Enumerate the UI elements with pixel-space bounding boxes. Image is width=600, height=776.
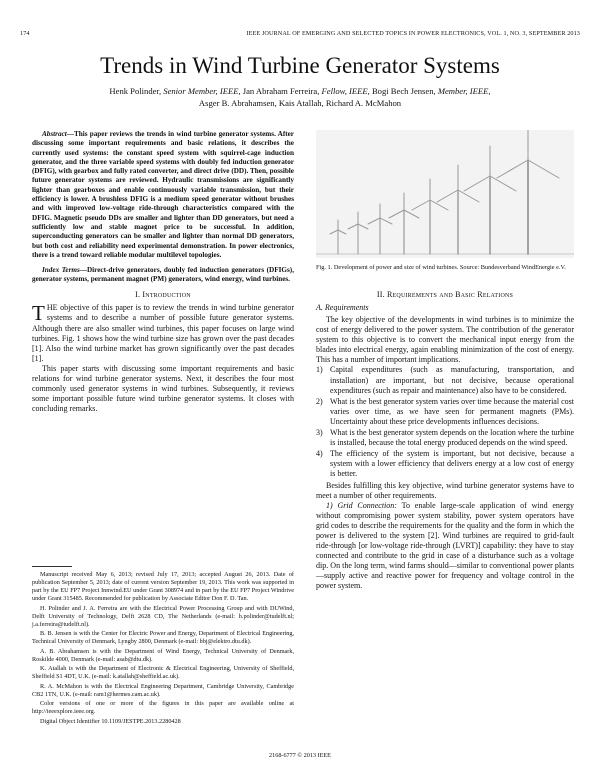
figure-caption: Fig. 1. Development of power and size of wind turbines. Source: Bundesverband WindEnergie e.V. [316, 264, 566, 271]
running-header [20, 30, 580, 40]
abstract: Abstract—This paper reviews the trends in wind turbine generator systems. After discussing some important requirements and basic relations, it describes the currently used systems: the constant speed system with squirrel-cage induction generator, and the three variable speed systems with doubly fed induction generator (DFIG), with gearbox and fully rated converter, and direct drive (DD). Then, possible future generator systems are reviewed. Hydraulic transmissions are significantly lighter than gearboxes and enable continuously variable transmission, but their efficiency is lower. A brushless DFIG is a medium speed generator without brushes and with improved low-voltage ride-through characteristics compared with the DFIG. Magnetic pseudo DDs are smaller and lighter than DD generators, but need a sufficiently low and stable magnet price to be successful. In addition, superconducting generators can be smaller and lighter than normal DD generators, but both cost and reliability need experimental demonstration. In power electronics, there is a trend toward reliable modular multilevel topologies. [32, 130, 294, 259]
intro-paragraph-2: This paper starts with discussing some important requirements and basic relations for wind turbine generator systems. Next, it describes the four most commonly used generator systems in wind turbines. Subsequently, it reviews some important possible future wind turbine generator systems. It closes with concluding remarks. [32, 363, 294, 414]
index-terms-label: Index Terms [42, 266, 80, 275]
section-heading-requirements: II. Requirements and Basic Relations [376, 290, 514, 299]
footnote-rule [32, 566, 72, 567]
grid-connection-paragraph [316, 501, 574, 592]
implications-list [316, 365, 574, 479]
author-name: Kais Atallah [278, 97, 322, 108]
author-role: Member, IEEE [437, 86, 489, 96]
list-item: 2) What is the best generator system varies over time because the material cost varies over time, as we have seen for permanent magnets (PMs). Uncertainty about these price developments influences decisions. [316, 396, 574, 426]
author-role: Fellow, IEEE [321, 86, 368, 96]
index-terms-text: Direct-drive generators, doubly fed induction generators (DFIGs), generator systems, permanent magnet (PM) generators, wind energy, wind turbines. [32, 266, 294, 284]
subsection-heading-requirements: A. Requirements [316, 303, 369, 312]
right-column [316, 285, 574, 592]
abstract-text: This paper reviews the trends in wind turbine generator systems. After discussing some important requirements and basic relations, it describes the currently used systems: the constant speed system with squirrel-cage induction generator, and the three variable speed systems with doubly fed induction generator (DFIG), with gearbox and fully rated converter, and direct drive (DD). Then, possible future generator systems are reviewed. Hydraulic transmissions are significantly lighter than gearboxes and enable continuously variable transmission, but their efficiency is lower. A brushless DFIG is a medium speed generator without brushes and with improved low-voltage ride-through characteristics compared with the DFIG. Magnetic pseudo DDs are smaller and lighter than DD generators, but need a sufficiently low and stable magnet price to be successful. In addition, superconducting generators can be smaller and lighter than normal DD generators, but both cost and reliability need experimental demonstration. In power electronics, there is a trend toward reliable modular multilevel topologies. [32, 130, 294, 259]
intro-paragraph-1 [32, 303, 294, 364]
author-name: Bogi Bech Jensen [371, 86, 434, 96]
index-terms: Index Terms—Direct-drive generators, doubly fed induction generators (DFIGs), generator systems, permanent magnet (PM) generators, wind energy, wind turbines. [32, 266, 294, 284]
footnote-affiliation: B. B. Jensen is with the Center for Electric Power and Energy, Department of Electrical Engineering, Technical University of Denmark, Lyngby 2800, Denmark (e-mail: bbj@elektro.dtu.dk). [32, 630, 294, 645]
requirements-paragraph-2: Besides fulfilling this key objective, wind turbine generator systems have to meet a number of other requirements. [316, 480, 574, 500]
footnote-affiliation: H. Polinder and J. A. Ferreira are with the Electrical Power Processing Group and with DUWind, Delft University of Technology, Delft 2628 CD, The Netherlands (e-mail: h.polinder@tudelft.nl; j.a.ferreira@tudelft.nl). [32, 604, 294, 628]
footnote-doi: Digital Object Identifier 10.1109/JESTPE.2013.2280428 [40, 717, 181, 725]
author-list: Henk Polinder, Senior Member, IEEE, Jan Abraham Ferreira, Fellow, IEEE, Bogi Bech Jensen, Member, IEEE, Asger B. Abrahamsen, Kais Atallah, Richard A. McMahon [109, 86, 491, 108]
paper-title: Trends in Wind Turbine Generator Systems [100, 53, 500, 78]
grid-connection-label: 1) Grid Connection: [326, 500, 397, 510]
author-name: Asger B. Abrahamsen [198, 97, 275, 108]
figure-wind-turbines [316, 130, 574, 258]
copyright-footer: 2168-6777 © 2013 IEEE [269, 752, 331, 759]
footnote-manuscript: Manuscript received May 6, 2013; revised July 17, 2013; accepted August 26, 2013. Date of publication September 5, 2013; date of current version September 19, 2013. This work was supported in part by the EU FP7 Project Innwind.EU under Grant 308974 and in part by the EU FP7 Project Windrive under Grant 315485. Recommended for publication by Associate Editor Don F. D. Tan. [32, 571, 294, 602]
wind-turbines-illustration [316, 130, 574, 258]
footnote-affiliation: K. Atallah is with the Department of Electronic & Electrical Engineering, University of Sheffield, Sheffield S1 4DT, U.K. (e-mail: k.atallah@sheffield.ac.uk). [32, 665, 294, 680]
list-item: 1) Capital expenditures (such as manufacturing, transportation, and installation) are important, but not decisive, because operational expenditures (such as repair and maintenance) also have to be considered. [316, 365, 574, 395]
author-name: Henk Polinder [109, 86, 159, 96]
footnote-color-versions: Color versions of one or more of the figures in this paper are available online at http://ieeexplore.ieee.org. [32, 700, 294, 715]
intro-paragraph-1-text: HE objective of this paper is to review the trends in wind turbine generator systems and to describe a number of possible future generator systems. Although there are also smaller wind turbines, this paper focuses on large wind turbines. Fig. 1 shows how the wind turbine size has grown over the past decades [1]. Also the wind turbine market has grown significantly over the past decades [1]. [32, 303, 294, 363]
section-heading-introduction: I. Introduction [135, 289, 191, 299]
grid-connection-text: To enable large-scale application of wind energy without compromising power system stability, power system operators have grid codes to describe the requirements for the quality and the form in which the power is delivered to the system [2]. Wind turbines are required to grid-fault ride-through [or low-voltage ride-through (LVRT)] capability: they have to stay connected and contribute to the grid in case of a disturbance such as a voltage dip. On the long term, wind farms should—similar to conventional power plants—supply active and reactive power for frequency and voltage control in the power system. [316, 500, 575, 591]
footnote-affiliation: R. A. McMahon is with the Electrical Engineering Department, Cambridge University, Cambridge CB2 1TN, U.K. (e-mail: ram1@hermes.cam.ac.uk). [32, 682, 294, 698]
journal-name: IEEE JOURNAL OF EMERGING AND SELECTED TOPICS IN POWER ELECTRONICS, VOL. 1, NO. 3, SEPTEMBER 2013 [246, 30, 580, 37]
requirements-paragraph-1: The key objective of the developments in wind turbines is to minimize the cost of energy delivered to the power system. The contribution of the generator system to this objective is to convert the mechanical input energy from the blades into electrical energy, again enabling minimization of the cost of energy. This has a number of important implications. [316, 315, 574, 365]
left-column [32, 130, 294, 414]
list-item: 3) What is the best generator system depends on the location where the turbine is installed, because the total energy produced depends on the wind speed. [316, 428, 574, 448]
drop-cap: T [32, 301, 45, 326]
page-number: 174 [20, 30, 30, 37]
author-name: Richard A. McMahon [325, 97, 402, 108]
abstract-label: Abstract [42, 130, 67, 138]
footnotes [32, 571, 294, 727]
footnote-affiliation: A. B. Abrahamsen is with the Department of Wind Energy, Technical University of Denmark, Roskilde 4000, Denmark (e-mail: asab@dtu.dk). [32, 647, 294, 663]
author-role: Senior Member, IEEE [163, 86, 239, 96]
author-name: Jan Abraham Ferreira [242, 86, 318, 96]
list-item: 4) The efficiency of the system is important, but not decisive, because a system with a lower efficiency that delivers energy at a low cost of energy is better. [316, 449, 574, 479]
